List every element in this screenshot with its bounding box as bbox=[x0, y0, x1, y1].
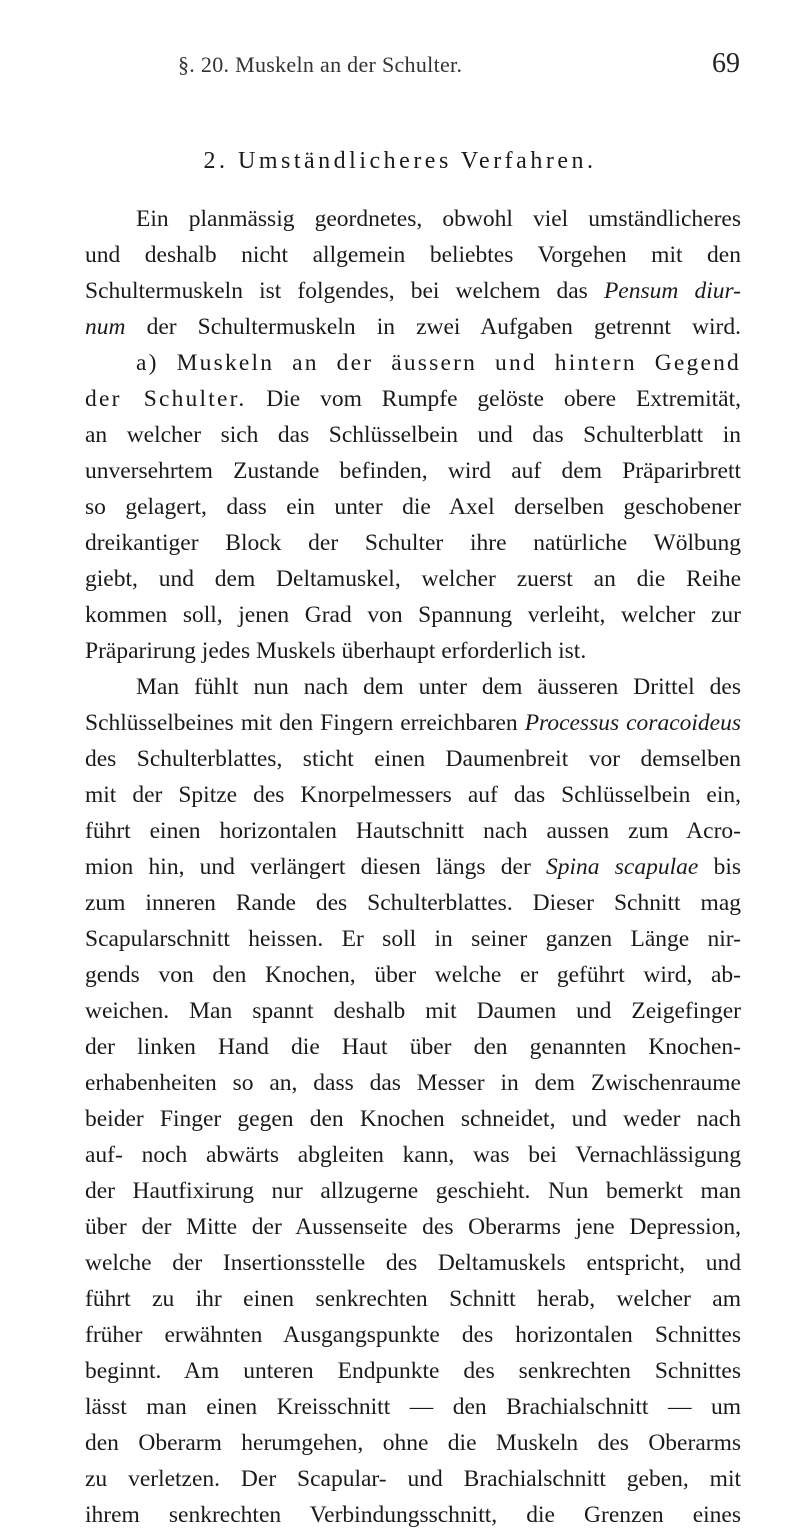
text-line: beginnt. Am unteren Endpunkte des senkrechten Schnittes bbox=[85, 1358, 741, 1384]
text-line: dreikantiger Block der Schulter ihre natürliche Wölbung bbox=[85, 530, 741, 556]
text-line: führt zu ihr einen senkrechten Schnitt herab, welcher am bbox=[85, 1286, 741, 1312]
text-line: lässt man einen Kreisschnitt — den Brachialschnitt — um bbox=[85, 1394, 741, 1420]
text-line: erhabenheiten so an, dass das Messer in dem Zwischenraume bbox=[85, 1070, 741, 1096]
text-line: Schultermuskeln ist folgendes, bei welchem das Pensum diur- bbox=[85, 278, 742, 304]
text-line: Scapularschnitt heissen. Er soll in seiner ganzen Länge nir- bbox=[85, 926, 741, 952]
text-line: der Hautfixirung nur allzugerne geschieht. Nun bemerkt man bbox=[85, 1178, 741, 1204]
latin-term: Pensum diur- bbox=[603, 278, 742, 304]
latin-term: Processus coracoideus bbox=[524, 710, 741, 736]
section-heading: 2. Umständlicheres Verfahren. bbox=[203, 148, 597, 174]
text-line: und deshalb nicht allgemein beliebtes Vorgehen mit den bbox=[85, 242, 741, 268]
text-line: ihrem senkrechten Verbindungsschnitt, die Grenzen eines bbox=[85, 1502, 741, 1528]
text-line: zu verletzen. Der Scapular- und Brachialschnitt geben, mit bbox=[85, 1466, 741, 1492]
text-line: unversehrtem Zustande befinden, wird auf dem Präparirbrett bbox=[85, 458, 741, 484]
latin-term: num bbox=[85, 314, 126, 340]
subsection-heading-line: a) Muskeln an der äussern und hintern Gegend bbox=[136, 350, 741, 376]
text-line: mion hin, und verlängert diesen längs der Spina scapulae bis bbox=[85, 854, 741, 880]
text-line: über der Mitte der Aussenseite des Oberarms jene Depression, bbox=[85, 1214, 741, 1240]
text-line: kommen soll, jenen Grad von Spannung verleiht, welcher zur bbox=[85, 602, 741, 628]
text-line: num der Schultermuskeln in zwei Aufgaben getrennt wird. bbox=[85, 314, 741, 340]
text-line: gends von den Knochen, über welche er geführt wird, ab- bbox=[85, 962, 741, 988]
running-title: §. 20. Muskeln an der Schulter. bbox=[178, 52, 463, 77]
text-line: mit der Spitze des Knorpelmessers auf das Schlüsselbein ein, bbox=[85, 782, 741, 808]
page-number: 69 bbox=[712, 48, 740, 79]
text-line: welche der Insertionsstelle des Deltamuskels entspricht, und bbox=[85, 1250, 741, 1276]
text-line: weichen. Man spannt deshalb mit Daumen und Zeigefinger bbox=[85, 998, 741, 1024]
text-line: früher erwähnten Ausgangspunkte des horizontalen Schnittes bbox=[85, 1322, 741, 1348]
text-line: der Schulter. Die vom Rumpfe gelöste obere Extremität, bbox=[85, 386, 742, 412]
latin-term: Spina scapulae bbox=[546, 854, 699, 880]
text-line: so gelagert, dass ein unter die Axel derselben geschobener bbox=[85, 494, 741, 520]
text-line: auf- noch abwärts abgleiten kann, was bei Vernachlässigung bbox=[85, 1142, 741, 1168]
text-line: Schlüsselbeines mit den Fingern erreichbaren Processus coracoideus bbox=[85, 710, 741, 736]
text-line: Präparirung jedes Muskels überhaupt erforderlich ist. bbox=[85, 638, 587, 664]
text-line: zum inneren Rande des Schulterblattes. Dieser Schnitt mag bbox=[85, 890, 741, 916]
running-head bbox=[0, 44, 800, 84]
text-line: der linken Hand die Haut über den genannten Knochen- bbox=[85, 1034, 741, 1060]
text-line: führt einen horizontalen Hautschnitt nach aussen zum Acro- bbox=[85, 818, 741, 844]
text-line: Man fühlt nun nach dem unter dem äusseren Drittel des bbox=[136, 674, 741, 700]
text-line: den Oberarm herumgehen, ohne die Muskeln des Oberarms bbox=[85, 1430, 741, 1456]
text-line: Ein planmässig geordnetes, obwohl viel umständlicheres bbox=[136, 206, 741, 232]
text-line: des Schulterblattes, sticht einen Daumenbreit vor demselben bbox=[85, 746, 741, 772]
text-line: beider Finger gegen den Knochen schneidet, und weder nach bbox=[85, 1106, 741, 1132]
text-line: giebt, und dem Deltamuskel, welcher zuerst an die Reihe bbox=[85, 566, 741, 592]
text-line: an welcher sich das Schlüsselbein und das Schulterblatt in bbox=[85, 422, 741, 448]
